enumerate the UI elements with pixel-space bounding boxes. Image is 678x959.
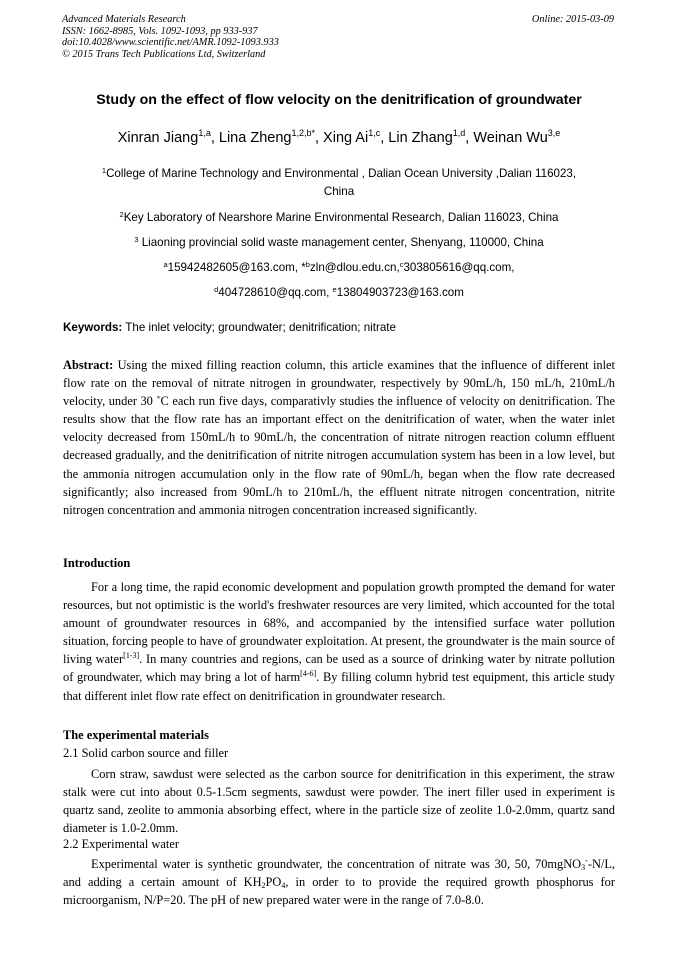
section-2-1-title: 2.1 Solid carbon source and filler [63,746,229,760]
water-text: -N/L, and adding a certain amount of KH [63,857,615,890]
online-date: Online: 2015-03-09 [531,14,614,25]
water-text: Experimental water is synthetic groundwater, the concentration of nitrate was 30, 50, 70mgNO [91,857,582,871]
keywords-label: Keywords: [63,321,123,334]
water-text: PO [265,875,282,890]
superscript: - [585,856,588,865]
affiliation-2 [64,209,614,227]
keywords [63,321,615,334]
email-address: 404728610@qq.com, [218,286,333,299]
paper-title: Study on the effect of flow velocity on the denitrification of groundwater [96,92,582,108]
subscript: 3 [581,863,586,872]
abstract [63,356,615,519]
email-mark: d [214,285,219,294]
email-line-1 [64,259,614,277]
author-name: Xinran Jiang [117,130,199,146]
journal-header [62,14,279,60]
author-name: Lin Zhang [388,130,453,146]
affiliation-text: Key Laboratory of Nearshore Marine Environmental Research, Dalian 116023, China [123,211,559,224]
affiliation-3 [64,234,614,252]
email-address: 15942482605@163.com, [167,261,302,274]
email-mark: a [163,260,168,269]
corresponding-mark: * [301,261,306,274]
abstract-label: Abstract: [63,358,114,372]
journal-doi: doi:10.4028/www.scientific.net/AMR.1092-1093.933 [62,37,279,49]
author-name: Weinan Wu [473,130,548,146]
email-address: zln@dlou.edu.cn, [309,261,400,274]
section-2-1-paragraph: Corn straw, sawdust were selected as the carbon source for denitrification in this experiment, the straw stalk were cut into about 0.5-1.5cm segments, sawdust were powder. The inert filler used in experiment is quartz sand, zeolite to ammonia absorbing effect, where in the particle size of zeolite 1.0-2.0mm, quartz sand diameter is 1.0-2.0mm. [63,767,615,836]
author-affiliation-mark: 1,c [368,128,381,138]
journal-name: Advanced Materials Research [62,14,186,25]
affiliation-mark: 1 [101,166,107,175]
affiliation-text: China [323,185,355,198]
email-line-2 [64,284,614,302]
affiliation-text: College of Marine Technology and Environmental , Dalian Ocean University ,Dalian 116023, [106,167,577,180]
journal-issn: ISSN: 1662-8985, Vols. 1092-1093, pp 933-937 [62,25,258,37]
email-mark: c [399,260,404,269]
subscript: 4 [281,881,286,891]
affiliation-1 [64,165,614,201]
section-2-2-title: 2.2 Experimental water [63,837,179,851]
author-name: Lina Zheng [218,130,292,146]
email-mark: e [332,285,337,294]
section-2-1-text [63,765,615,837]
email-mark: b [305,260,310,269]
water-text: , in order to to provide the required growth phosphorus for microorganism, N/P=20. The pH of new prepared water were in the range of 7.0-8.0. [63,875,615,908]
author-affiliation-mark: 1,2,b* [291,128,315,138]
keywords-text: The inlet velocity; groundwater; denitrification; nitrate [122,321,396,334]
author-affiliation-mark: 3,e [547,128,561,138]
author-list: Xinran Jiang$^{1,a}$, Lina Zheng$^{1,2,b*}$, Xing Ai$^{1,c}$, Lin Zhang$^{1,d}$, Weinan Wu$^{3,e}$ [117,128,561,146]
citation: [1-3] [123,651,140,661]
intro-text: For a long time, the rapid economic development and population growth prompted the demand for water resources, but not optimistic is the world's freshwater resources are very limited, which accounted for the total amount of groundwater resources in 68%, and accompanied by the intensified surface water pollution situation, forcing people to have of groundwater exploitation. At present, the groundwater is the main source of living water [63,580,615,667]
section-2-2-text [63,855,615,909]
email-address: 303805616@qq.com, [403,261,515,274]
citation: [4-6] [300,669,317,679]
abstract-text: Using the mixed filling reaction column, this article examines that the influence of different inlet flow rate on the removal of nitrate nitrogen in groundwater, respectively by 90mL/h, 150 mL/h, 210mL/h velocity, under 30 ˚C each run five days, comparativly studies the influence of velocity on denitrification. The results show that the flow rate has an important effect on the denitrification of water, when the water inlet velocity decreased from 150mL/h to 90mL/h, the concentration of nitrate nitrogen reaction column effluent decreased gradually, and the denitrification of nitrite nitrogen accumulation system has been in a low level, but the ammonia nitrogen accumulation only in the flow rate of 90mL/h, began when the flow rate decreased significantly; also increased from 90mL/h to 210mL/h, the effluent nitrate nitrogen concentration, nitrite nitrogen concentration and ammonia nitrogen concentration increased significantly. [63,358,615,517]
journal-copyright: © 2015 Trans Tech Publications Ltd, Switzerland [62,48,266,60]
author-affiliation-mark: 1,a [198,128,211,138]
affiliation-mark: 2 [119,210,124,219]
author-affiliation-mark: 1,d [452,128,466,138]
intro-text: . By filling column hybrid test equipment, this article study that different inlet flow rate effect on denitrification in groundwater research. [63,670,615,703]
author-name: Xing Ai [323,130,369,146]
materials-heading: The experimental materials [63,728,209,742]
affiliation-text: Liaoning provincial solid waste management center, Shenyang, 110000, China [138,236,544,249]
intro-text: . In many countries and regions, can be used as a source of drinking water by nitrate pollution of groundwater, which may bring a lot of harm [63,652,615,685]
subscript: 2 [261,881,266,891]
introduction-heading: Introduction [63,556,131,570]
introduction-paragraph [63,578,615,705]
affiliation-mark: 3 [134,235,139,244]
email-address: 13804903723@163.com [336,286,464,299]
